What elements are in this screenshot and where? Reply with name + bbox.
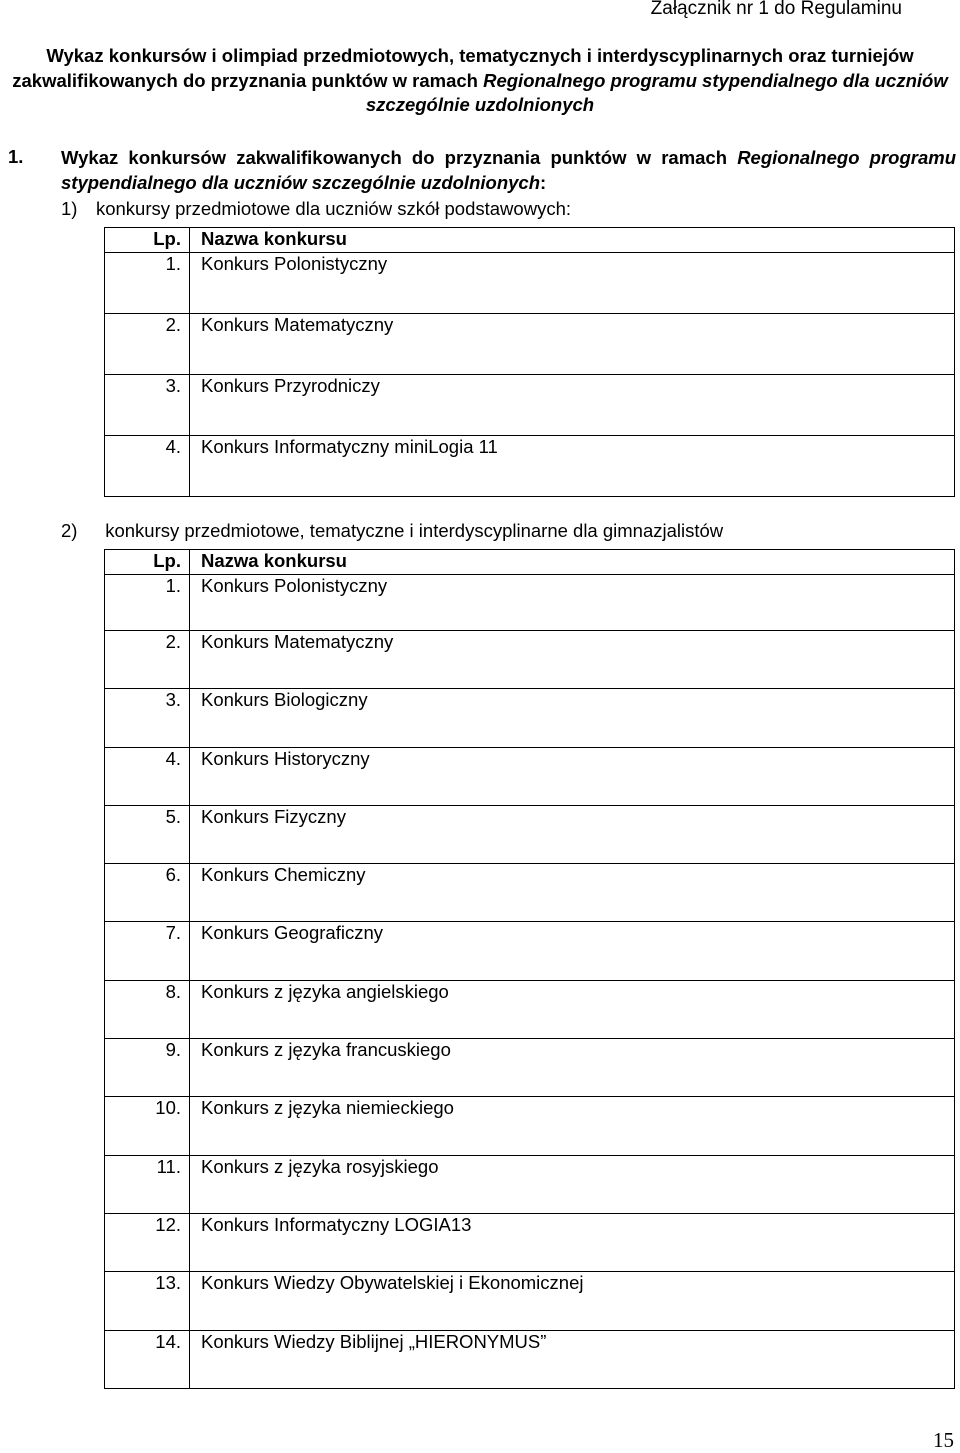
- row-name: Konkurs Przyrodniczy: [190, 375, 955, 436]
- row-name: Konkurs Chemiczny: [190, 864, 955, 922]
- row-lp: 12.: [105, 1213, 190, 1271]
- table-row: [105, 1097, 955, 1155]
- row-name: Konkurs Polonistyczny: [190, 575, 955, 631]
- table-row: [105, 689, 955, 747]
- table-header-row: [105, 228, 955, 253]
- header-lp: Lp.: [105, 228, 190, 253]
- row-lp: 9.: [105, 1039, 190, 1097]
- table-row: [105, 575, 955, 631]
- row-lp: 3.: [105, 375, 190, 436]
- section-heading-program-name: Regionalnego programu stypendialnego dla uczniów szczególnie uzdolnionych: [61, 147, 956, 193]
- table-row: [105, 1039, 955, 1097]
- row-lp: 6.: [105, 864, 190, 922]
- row-lp: 11.: [105, 1155, 190, 1213]
- document-title-text: Wykaz konkursów i olimpiad przedmiotowych, tematycznych i interdyscyplinarnych oraz turniejów zakwalifikowanych do przyznania punktów w ramach: [12, 45, 914, 91]
- row-lp: 8.: [105, 980, 190, 1038]
- row-lp: 3.: [105, 689, 190, 747]
- row-lp: 2.: [105, 314, 190, 375]
- section-heading-text: Wykaz konkursów zakwalifikowanych do przyznania punktów w ramach: [61, 147, 738, 168]
- row-name: Konkurs Historyczny: [190, 747, 955, 805]
- row-lp: 4.: [105, 747, 190, 805]
- annex-label: Załącznik nr 1 do Regulaminu: [650, 0, 902, 19]
- row-lp: 4.: [105, 436, 190, 497]
- table-row: [105, 980, 955, 1038]
- table-row: [105, 631, 955, 689]
- table-row: [105, 1155, 955, 1213]
- table-row: [105, 375, 955, 436]
- row-name: Konkurs Wiedzy Biblijnej „HIERONYMUS”: [190, 1330, 955, 1388]
- section-number: 1.: [8, 146, 24, 167]
- section-heading-colon: :: [540, 171, 547, 193]
- row-lp: 1.: [105, 253, 190, 314]
- header-name: Nazwa konkursu: [190, 228, 955, 253]
- row-name: Konkurs Informatyczny LOGIA13: [190, 1213, 955, 1271]
- row-name: Konkurs z języka angielskiego: [190, 980, 955, 1038]
- list1-table: [104, 227, 955, 497]
- table-row: [105, 864, 955, 922]
- list2-label: 2) konkursy przedmiotowe, tematyczne i interdyscyplinarne dla gimnazjalistów: [61, 520, 724, 541]
- row-lp: 13.: [105, 1272, 190, 1330]
- row-name: Konkurs Polonistyczny: [190, 253, 955, 314]
- row-name: Konkurs z języka rosyjskiego: [190, 1155, 955, 1213]
- row-lp: 5.: [105, 805, 190, 863]
- row-name: Konkurs z języka niemieckiego: [190, 1097, 955, 1155]
- table-row: [105, 1213, 955, 1271]
- table-row: [105, 1330, 955, 1388]
- row-name: Konkurs z języka francuskiego: [190, 1039, 955, 1097]
- row-name: Konkurs Fizyczny: [190, 805, 955, 863]
- header-lp: Lp.: [105, 550, 190, 575]
- table-row: [105, 805, 955, 863]
- row-lp: 7.: [105, 922, 190, 980]
- page-number: 15: [933, 1428, 954, 1452]
- document-title: [8, 44, 952, 118]
- row-lp: 10.: [105, 1097, 190, 1155]
- row-lp: 2.: [105, 631, 190, 689]
- row-name: Konkurs Matematyczny: [190, 631, 955, 689]
- row-name: Konkurs Geograficzny: [190, 922, 955, 980]
- section-heading: [61, 146, 956, 195]
- table-row: [105, 1272, 955, 1330]
- table-row: [105, 747, 955, 805]
- document-title-program-name: Regionalnego programu stypendialnego dla uczniów szczególnie uzdolnionych: [365, 69, 948, 115]
- row-name: Konkurs Wiedzy Obywatelskiej i Ekonomicznej: [190, 1272, 955, 1330]
- row-name: Konkurs Informatyczny miniLogia 11: [190, 436, 955, 497]
- header-name: Nazwa konkursu: [190, 550, 955, 575]
- table-row: [105, 922, 955, 980]
- table-row: [105, 253, 955, 314]
- row-lp: 14.: [105, 1330, 190, 1388]
- table-row: [105, 314, 955, 375]
- table-header-row: [105, 550, 955, 575]
- list1-label: 1) konkursy przedmiotowe dla uczniów szkół podstawowych:: [61, 198, 571, 219]
- row-name: Konkurs Biologiczny: [190, 689, 955, 747]
- row-lp: 1.: [105, 575, 190, 631]
- row-name: Konkurs Matematyczny: [190, 314, 955, 375]
- list2-table: [104, 549, 955, 1389]
- table-row: [105, 436, 955, 497]
